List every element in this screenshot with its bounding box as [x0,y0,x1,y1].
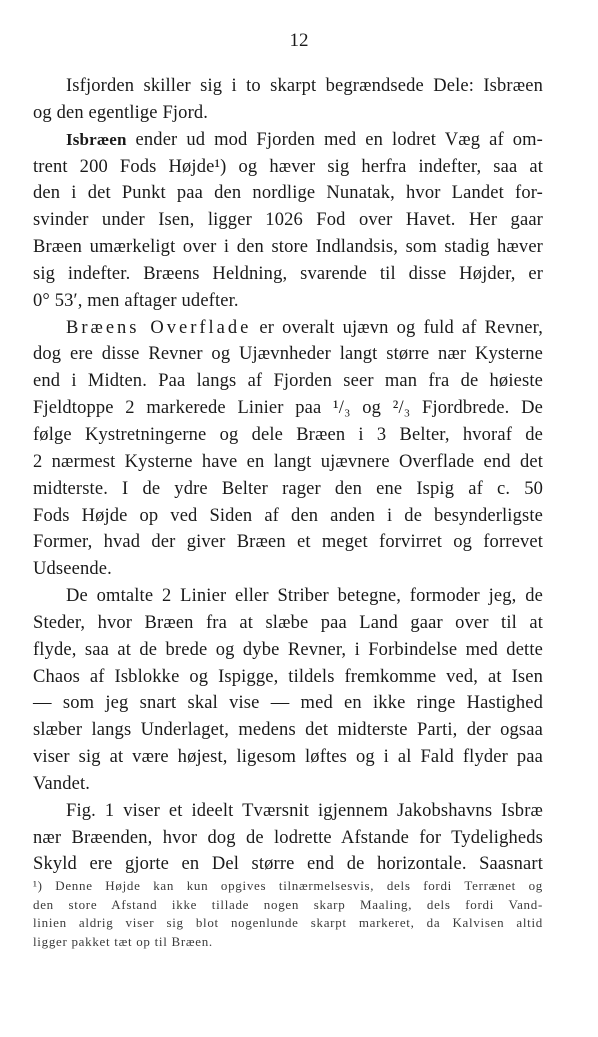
line-text: den i det Punkt paa den nordlige Nunatak, hvor Landet for- [33,183,543,204]
text-line [33,100,543,127]
line-text: 0° 53′, men aftager udefter. [33,290,239,311]
text-line [33,73,543,100]
text-line [33,449,543,476]
spaced-term: Bræens Overflade [66,317,252,338]
line-text: Udseende. [33,559,112,580]
footnote-line: ¹) Denne Højde kan kun opgives tilnærmelsesvis, dels fordi Terrænet og [33,878,543,893]
line-text: flyde, saa at de brede og dybe Revner, i Forbindelse med dette [33,639,543,660]
text-line [33,503,543,530]
line-text: er overalt ujævn og fuld af Revner, [251,317,543,338]
bold-term: Isbræen [66,129,127,149]
text-line [33,234,543,261]
line-text: sig indefter. Bræens Heldning, svarende til disse Højder, er [33,263,543,284]
line-text: ender ud mod Fjorden med en lodret Væg af om- [126,129,543,150]
line-text: Isfjorden skiller sig i to skarpt begrændsede Dele: Isbræen [66,76,543,96]
footnote-line: ligger pakket tæt op til Bræen. [33,933,213,949]
page-number: 12 [289,30,309,51]
text-line [33,207,543,234]
footnotes [33,877,543,951]
text-line [33,422,543,449]
text-line [33,690,543,717]
line-text: nær Bræenden, hvor dog de lodrette Afstande for Tydeligheds [33,827,543,848]
body-text [33,73,543,878]
text-line [33,851,543,878]
text-line [33,368,543,395]
line-text: Fig. 1 viser et ideelt Tværsnit igjennem Jakobshavns Isbræ [66,800,543,821]
text-line [33,798,543,825]
text-line [33,127,543,154]
text-line [33,154,543,181]
line-text: Bræen umærkeligt over i den store Indlandsis, som stadig hæver [33,237,543,258]
line-text: og den egentlige Fjord. [33,102,209,123]
line-text: midterste. I de ydre Belter rager den ene Ispig af c. 50 [33,478,543,499]
line-text: Fods Højde op ved Siden af den anden i de besynderligste [33,505,543,526]
line-text: end i Midten. Paa langs af Fjorden seer man fra de høieste [33,371,543,392]
line-text: svinder under Isen, ligger 1026 Fod over Havet. Her gaar [33,210,543,231]
text-line [33,717,543,744]
text-line [33,556,543,583]
text-line [33,825,543,852]
line-text: — som jeg snart skal vise — med en ikke ringe Hastighed [33,693,543,714]
line-text: Fjeldtoppe 2 markerede Linier paa ¹/₃ og ²/₃ Fjordbrede. De [33,398,543,419]
text-line [33,315,543,342]
text-line [33,395,543,422]
text-line [33,476,543,503]
text-line [33,341,543,368]
text-line [33,744,543,771]
line-text: 2 nærmest Kysterne have en langt ujævnere Overflade end det [33,451,543,472]
footnote-line: den store Afstand ikke tillade nogen skarp Maaling, dels fordi Vand- [33,896,543,912]
text-line [33,664,543,691]
line-text: følge Kystretningerne og dele Bræen i 3 Belter, hvoraf de [33,424,543,445]
text-line [33,180,543,207]
line-text: trent 200 Fods Højde¹) og hæver sig herfra indefter, saa at [33,156,543,177]
text-line [33,529,543,556]
line-text: Steder, hvor Bræen fra at slæbe paa Land gaar over til at [33,612,543,633]
text-line [33,288,543,315]
text-line [33,771,543,798]
line-text: Former, hvad der giver Bræen et meget forvirret og forrevet [33,532,543,553]
line-text: slæber langs Underlaget, medens det midterste Parti, der ogsaa [33,720,543,741]
line-text: viser sig at være højest, ligesom løftes og i al Fald flyder paa [33,747,543,768]
text-line [33,610,543,637]
line-text: Vandet. [33,773,91,794]
line-text: Chaos af Isblokke og Ispigge, tildels fremkomme ved, at Isen [33,666,543,687]
text-line [33,261,543,288]
line-text: dog ere disse Revner og Ujævnheder langt større nær Kysterne [33,344,543,365]
line-text: Skyld ere gjorte en Del større end de horizontale. Saasnart [33,854,543,875]
footnote-line: linien aldrig viser sig blot nogenlunde skarpt markeret, da Kalvisen altid [33,915,543,931]
text-line [33,583,543,610]
text-line [33,637,543,664]
line-text: De omtalte 2 Linier eller Striber betegne, formoder jeg, de [66,586,543,607]
